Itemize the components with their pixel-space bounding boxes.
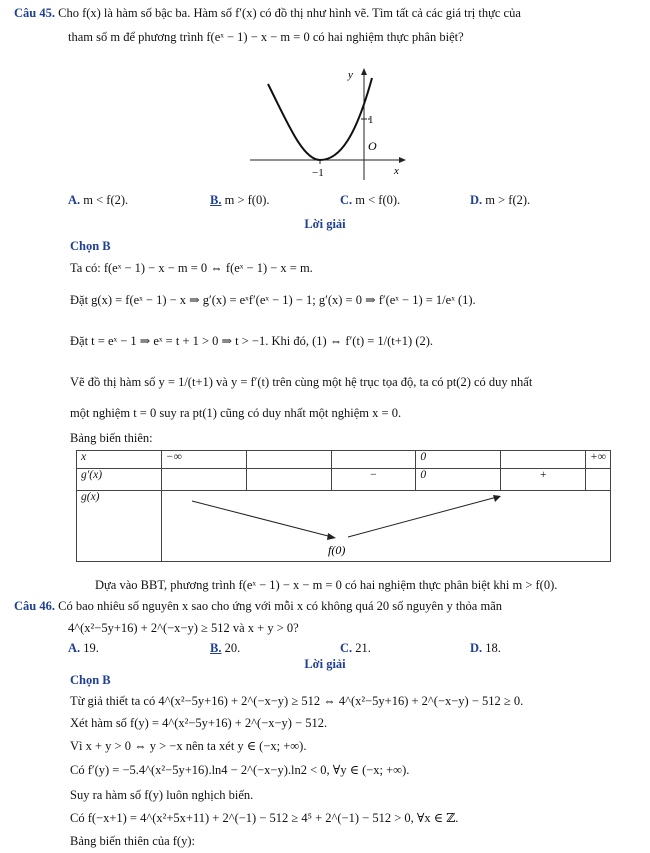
option-letter: D. — [470, 193, 483, 207]
q46-sol-line: Từ giả thiết ta có 4^(x²−5y+16) + 2^(−x−y) ≥ 512 ⇔ 4^(x²−5y+16) + 2^(−x−y) − 512 ≥ 0. — [70, 694, 524, 708]
option-letter: C. — [340, 193, 353, 207]
axis-x-label: x — [394, 165, 399, 177]
bbt-cell — [331, 451, 416, 469]
q45-variation-table — [76, 450, 611, 562]
q46-option-b[interactable] — [210, 641, 240, 656]
tick-1-label: 1 — [368, 114, 374, 126]
q45-sol-line: Ta có: f(eˣ − 1) − x − m = 0 ⇔ f(eˣ − 1) − x = m. — [70, 261, 313, 275]
bbt-cell — [246, 451, 331, 469]
increase-arrow — [348, 497, 497, 537]
bbt-f0-label: f(0) — [327, 543, 346, 557]
origin-label: O — [368, 139, 377, 153]
q46-stem-line2: 4^(x²−5y+16) + 2^(−x−y) ≥ 512 và x + y > 0? — [68, 621, 299, 635]
q45-sol-line: Vẽ đồ thị hàm số y = 1/(t+1) và y = f′(t) trên cùng một hệ trục tọa độ, ta có pt(2) có duy nhất — [70, 375, 533, 389]
q46-stem-line1 — [14, 598, 502, 614]
q45-graph — [248, 64, 408, 184]
tick-neg1-label: −1 — [312, 167, 324, 179]
q46-option-a[interactable] — [68, 641, 99, 656]
option-letter: A. — [68, 193, 81, 207]
decrease-arrow-head — [327, 533, 336, 540]
option-text: m > f(2). — [485, 193, 531, 207]
bbt-cell: x — [77, 451, 162, 469]
decrease-arrow — [192, 501, 332, 537]
bbt-cell — [246, 469, 331, 491]
option-letter: A. — [68, 641, 81, 655]
bbt-cell: 0 — [416, 451, 501, 469]
option-text: 20. — [224, 641, 241, 655]
increase-arrow-head — [493, 495, 501, 502]
q46-solution-title: Lời giải — [304, 657, 346, 671]
q45-option-b[interactable] — [210, 193, 269, 208]
option-letter: C. — [340, 641, 353, 655]
q46-sol-line: Suy ra hàm số f(y) luôn nghịch biến. — [70, 788, 254, 802]
q45-option-d[interactable] — [470, 193, 530, 208]
option-letter: D. — [470, 641, 483, 655]
bbt-row-x — [77, 451, 611, 469]
bbt-row-gprime — [77, 469, 611, 491]
bbt-cell: −∞ — [161, 451, 246, 469]
q46-sol-line: Bảng biến thiên của f(y): — [70, 834, 195, 848]
q45-stem-text1: Cho f(x) là hàm số bậc ba. Hàm số f′(x) có đồ thị như hình vẽ. Tìm tất cả các giá trị thực của — [58, 6, 521, 20]
option-text: m < f(0). — [355, 193, 401, 207]
q46-sol-line: Có f′(y) = −5.4^(x²−5y+16).ln4 − 2^(−x−y).ln2 < 0, ∀y ∈ (−x; +∞). — [70, 763, 410, 777]
bbt-cell — [501, 451, 586, 469]
q46-choice: Chọn B — [70, 673, 111, 687]
option-text: m > f(0). — [224, 193, 270, 207]
option-text: 19. — [83, 641, 99, 655]
q45-conclusion: Dựa vào BBT, phương trình f(eˣ − 1) − x − m = 0 có hai nghiệm thực phân biệt khi m > f(0). — [95, 578, 558, 592]
axis-y-label: y — [348, 69, 353, 81]
q45-sol-line: Đặt g(x) = f(eˣ − 1) − x ⇒ g′(x) = eˣf′(eˣ − 1) − 1; g′(x) = 0 ⇒ f′(eˣ − 1) = 1/eˣ (1). — [70, 293, 476, 307]
bbt-cell — [161, 469, 246, 491]
q46-label: Câu 46. — [14, 599, 55, 613]
bbt-cell: 0 — [416, 469, 501, 491]
q45-bbt-label: Bảng biến thiên: — [70, 431, 153, 445]
q45-solution-title: Lời giải — [304, 217, 346, 231]
q46-sol-line: Có f(−x+1) = 4^(x²+5x+11) + 2^(−1) − 512 ≥ 4⁵ + 2^(−1) − 512 > 0, ∀x ∈ ℤ. — [70, 811, 459, 825]
bbt-cell: + — [501, 469, 586, 491]
q45-sol-line: một nghiệm t = 0 suy ra pt(1) cũng có duy nhất một nghiệm x = 0. — [70, 406, 402, 420]
q45-stem-line2: tham số m để phương trình f(eˣ − 1) − x − m = 0 có hai nghiệm thực phân biệt? — [68, 30, 464, 44]
bbt-row-g — [77, 491, 611, 562]
option-text: 21. — [355, 641, 371, 655]
q45-option-c[interactable] — [340, 193, 400, 208]
bbt-cell — [586, 469, 611, 491]
bbt-cell: − — [331, 469, 416, 491]
q45-sol-line: Đặt t = eˣ − 1 ⇒ eˣ = t + 1 > 0 ⇒ t > −1. Khi đó, (1) ⇔ f′(t) = 1/(t+1) (2). — [70, 334, 434, 348]
q46-stem-text1: Có bao nhiêu số nguyên x sao cho ứng với mỗi x có không quá 20 số nguyên y thỏa mãn — [58, 599, 502, 613]
x-axis-arrow — [399, 157, 406, 163]
option-letter: B. — [210, 641, 222, 655]
q46-sol-line: Xét hàm số f(y) = 4^(x²−5y+16) + 2^(−x−y) − 512. — [70, 716, 328, 730]
q45-option-a[interactable] — [68, 193, 128, 208]
bbt-cell: +∞ — [586, 451, 611, 469]
option-text: 18. — [485, 641, 501, 655]
bbt-arrows — [162, 491, 615, 561]
option-letter: B. — [210, 193, 222, 207]
q45-stem-line1 — [14, 5, 521, 21]
q46-sol-line: Vì x + y > 0 ⇔ y > −x nên ta xét y ∈ (−x; +∞). — [70, 739, 307, 753]
f-prime-curve — [268, 78, 372, 160]
bbt-cell: g′(x) — [77, 469, 162, 491]
bbt-cell — [161, 491, 610, 562]
option-text: m < f(2). — [83, 193, 129, 207]
q45-label: Câu 45. — [14, 6, 55, 20]
axes — [250, 68, 406, 180]
q46-option-d[interactable] — [470, 641, 501, 656]
q46-option-c[interactable] — [340, 641, 371, 656]
bbt-cell: g(x) — [77, 491, 162, 562]
q45-choice: Chọn B — [70, 239, 111, 253]
y-axis-arrow — [361, 68, 367, 75]
